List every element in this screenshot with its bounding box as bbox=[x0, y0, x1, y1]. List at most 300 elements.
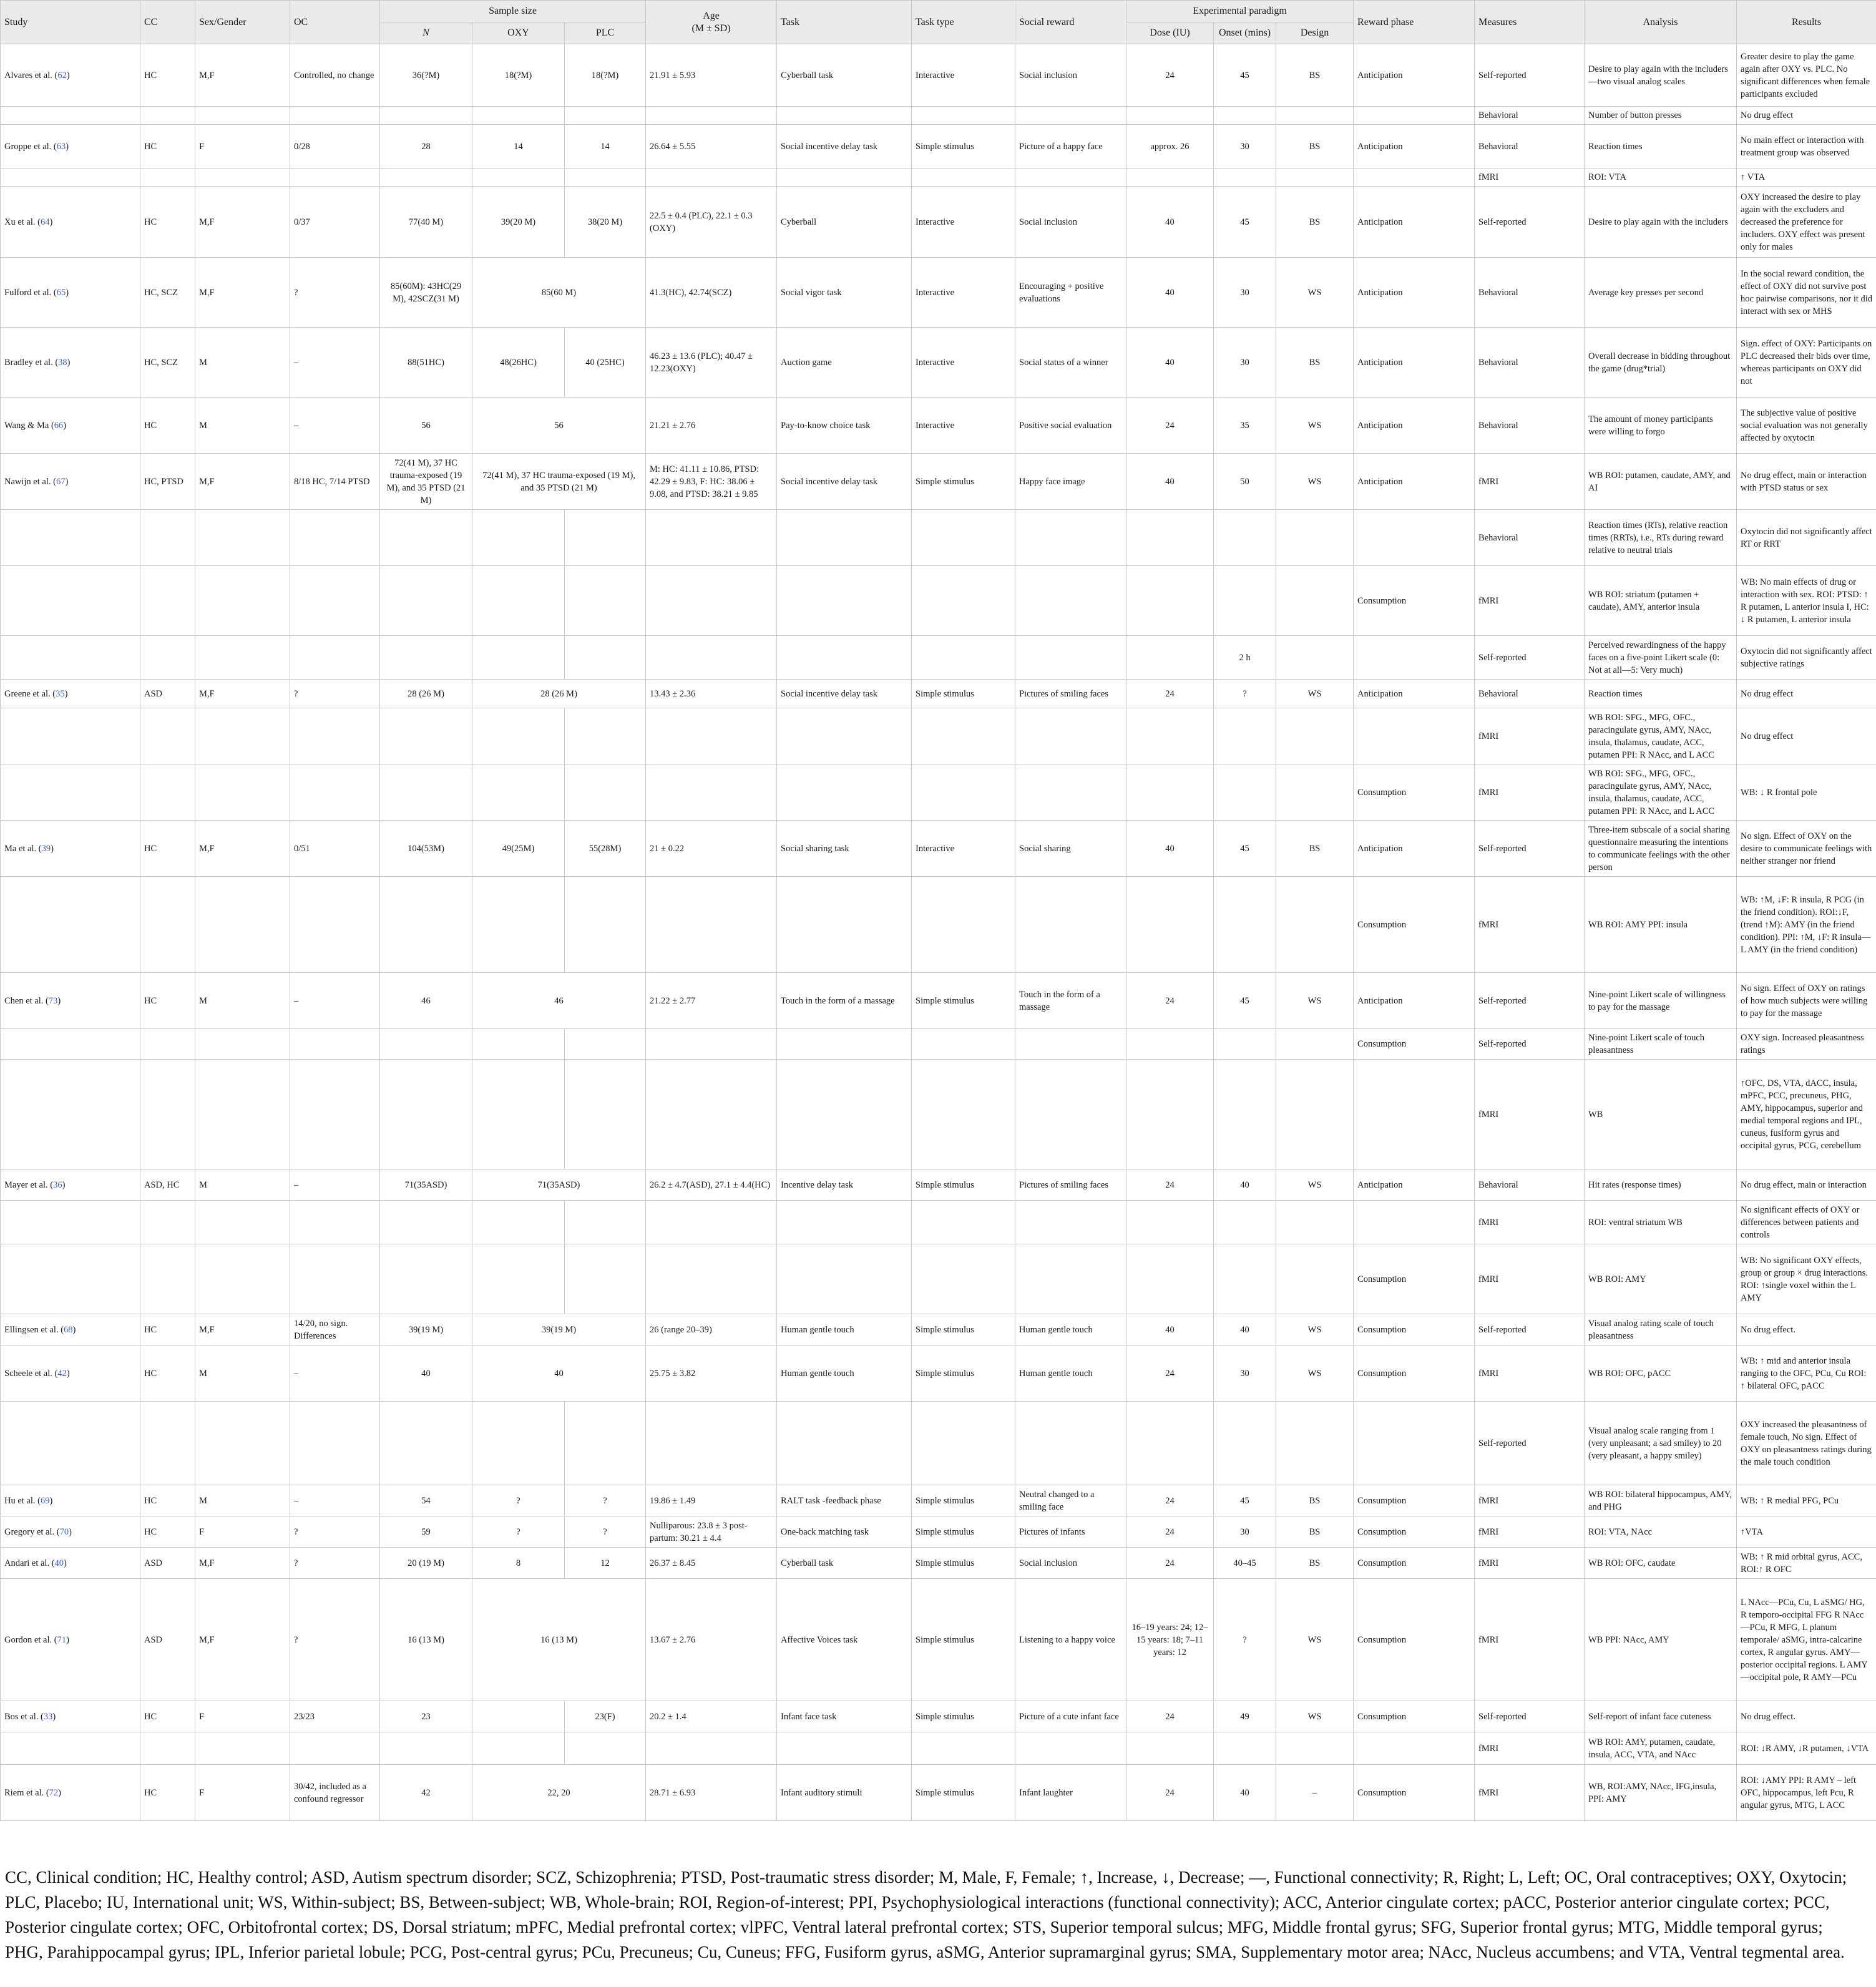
cell-oxy bbox=[472, 1732, 565, 1765]
cell-task bbox=[777, 107, 912, 125]
cell-onset bbox=[1214, 764, 1276, 821]
cell-plc bbox=[565, 510, 646, 566]
cell-n: 88(51HC) bbox=[380, 328, 472, 398]
table-row bbox=[1, 1201, 1876, 1244]
table-row bbox=[1, 168, 1876, 187]
cell-age: 26 (range 20–39) bbox=[646, 1314, 777, 1345]
cell-age: 28.71 ± 6.93 bbox=[646, 1765, 777, 1821]
cell-n: 54 bbox=[380, 1485, 472, 1516]
cell-cc: HC bbox=[140, 821, 195, 877]
cell-study bbox=[1, 1402, 140, 1485]
study-ref: 39 bbox=[41, 843, 51, 854]
cell-sex: M,F bbox=[195, 1579, 290, 1701]
cell-onset: 2 h bbox=[1214, 636, 1276, 680]
cell-oc: ? bbox=[290, 1516, 380, 1548]
cell-task-type: Simple stimulus bbox=[912, 1169, 1015, 1201]
cell-study bbox=[1, 821, 140, 877]
cell-study bbox=[1, 877, 140, 973]
cell-dose bbox=[1126, 107, 1214, 125]
study-ref-close: ) bbox=[67, 357, 71, 368]
header-dose: Dose (IU) bbox=[1126, 22, 1214, 44]
cell-n: 36(?M) bbox=[380, 44, 472, 107]
cell-dose: 40 bbox=[1126, 821, 1214, 877]
study-name: Gregory et al. ( bbox=[4, 1526, 60, 1537]
study-ref: 42 bbox=[57, 1368, 67, 1379]
study-ref-close: ) bbox=[66, 287, 69, 298]
cell-sex bbox=[195, 566, 290, 636]
cell-design bbox=[1276, 877, 1354, 973]
cell-cc: HC bbox=[140, 44, 195, 107]
cell-dose bbox=[1126, 877, 1214, 973]
cell-social-reward: Encouraging + positive evaluations bbox=[1015, 258, 1126, 328]
cell-reward-phase: Consumption bbox=[1354, 1516, 1475, 1548]
cell-onset: 45 bbox=[1214, 44, 1276, 107]
study-name: Gordon et al. ( bbox=[4, 1634, 57, 1645]
cell-results: WB: No significant OXY effects, group or group × drug interactions. ROI: ↑single voxel within the L AMY bbox=[1737, 1244, 1876, 1314]
cell-design bbox=[1276, 1732, 1354, 1765]
cell-reward-phase: Consumption bbox=[1354, 1579, 1475, 1701]
cell-task: Cyberball bbox=[777, 187, 912, 258]
cell-results: Oxytocin did not significantly affect RT or RRT bbox=[1737, 510, 1876, 566]
cell-sex: M,F bbox=[195, 680, 290, 708]
cell-results: The subjective value of positive social evaluation was not generally affected by oxytocin bbox=[1737, 398, 1876, 454]
cell-results: WB: ↑ R mid orbital gyrus, ACC, ROI:↑ R OFC bbox=[1737, 1548, 1876, 1579]
cell-n bbox=[380, 107, 472, 125]
cell-n bbox=[380, 510, 472, 566]
cell-task bbox=[777, 1732, 912, 1765]
cell-design bbox=[1276, 168, 1354, 187]
header-task-type: Task type bbox=[912, 1, 1015, 44]
cell-age bbox=[646, 636, 777, 680]
cell-onset: 35 bbox=[1214, 398, 1276, 454]
study-name: Wang & Ma ( bbox=[4, 420, 54, 431]
cell-reward-phase: Consumption bbox=[1354, 1029, 1475, 1060]
cell-oxy-plc: 85(60 M) bbox=[472, 258, 646, 328]
cell-oc: 8/18 HC, 7/14 PTSD bbox=[290, 454, 380, 510]
cell-study bbox=[1, 1060, 140, 1169]
cell-onset: 40 bbox=[1214, 1314, 1276, 1345]
cell-oxy bbox=[472, 1060, 565, 1169]
cell-dose: 24 bbox=[1126, 1548, 1214, 1579]
cell-design: BS bbox=[1276, 125, 1354, 168]
cell-design bbox=[1276, 1201, 1354, 1244]
cell-results: WB: ↓ R frontal pole bbox=[1737, 764, 1876, 821]
table-row bbox=[1, 1029, 1876, 1060]
cell-study bbox=[1, 1345, 140, 1402]
cell-oc bbox=[290, 636, 380, 680]
cell-age: 21.21 ± 2.76 bbox=[646, 398, 777, 454]
table-row bbox=[1, 708, 1876, 764]
study-name: Bos et al. ( bbox=[4, 1711, 44, 1722]
cell-reward-phase bbox=[1354, 636, 1475, 680]
cell-task-type: Simple stimulus bbox=[912, 1701, 1015, 1732]
header-reward-phase: Reward phase bbox=[1354, 1, 1475, 44]
cell-study bbox=[1, 187, 140, 258]
table-row bbox=[1, 1485, 1876, 1516]
cell-study bbox=[1, 1765, 140, 1821]
cell-measures: fMRI bbox=[1475, 1516, 1585, 1548]
cell-study bbox=[1, 1579, 140, 1701]
cell-oc bbox=[290, 1029, 380, 1060]
table-header bbox=[1, 1, 1876, 44]
table-row bbox=[1, 877, 1876, 973]
cell-analysis: Three-item subscale of a social sharing questionnaire measuring the intentions to communicate feelings with the other person bbox=[1585, 821, 1737, 877]
cell-onset: 40–45 bbox=[1214, 1548, 1276, 1579]
cell-results: ↑ VTA bbox=[1737, 168, 1876, 187]
cell-analysis: Desire to play again with the includers bbox=[1585, 187, 1737, 258]
cell-measures: Self-reported bbox=[1475, 821, 1585, 877]
table-row bbox=[1, 764, 1876, 821]
cell-analysis: WB ROI: striatum (putamen + caudate), AMY, anterior insula bbox=[1585, 566, 1737, 636]
cell-dose: 24 bbox=[1126, 1516, 1214, 1548]
study-ref-close: ) bbox=[62, 1179, 66, 1190]
cell-study bbox=[1, 636, 140, 680]
cell-task: Infant face task bbox=[777, 1701, 912, 1732]
cell-measures: fMRI bbox=[1475, 1548, 1585, 1579]
study-ref: 72 bbox=[49, 1787, 59, 1798]
cell-sex: M,F bbox=[195, 187, 290, 258]
table-row bbox=[1, 821, 1876, 877]
cell-n bbox=[380, 764, 472, 821]
cell-plc bbox=[565, 877, 646, 973]
cell-results: L NAcc—PCu, Cu, L aSMG/ HG, R temporo-occipital FFG R NAcc—PCu, R MFG, L planum temporale/ aSMG, intra-calcarine cortex, R angular gyrus. AMY—posterior occipital regions. L AMY—occipital pole, R AMY—PCu bbox=[1737, 1579, 1876, 1701]
study-name: Nawijn et al. ( bbox=[4, 476, 56, 487]
cell-results: ↑OFC, DS, VTA, dACC, insula, mPFC, PCC, precuneus, PHG, AMY, hippocampus, superior and medial temporal regions and IPL, cuneus, fusiform gyrus and occipital gyrus, PCG, cerebellum bbox=[1737, 1060, 1876, 1169]
cell-task: Pay-to-know choice task bbox=[777, 398, 912, 454]
cell-study bbox=[1, 1314, 140, 1345]
study-ref: 35 bbox=[56, 688, 65, 699]
cell-design: WS bbox=[1276, 258, 1354, 328]
cell-oxy bbox=[472, 877, 565, 973]
cell-task bbox=[777, 510, 912, 566]
cell-n: 20 (19 M) bbox=[380, 1548, 472, 1579]
cell-oc: ? bbox=[290, 258, 380, 328]
cell-oc: – bbox=[290, 1345, 380, 1402]
cell-social-reward: Touch in the form of a massage bbox=[1015, 973, 1126, 1029]
cell-design: WS bbox=[1276, 1701, 1354, 1732]
cell-reward-phase: Anticipation bbox=[1354, 1169, 1475, 1201]
cell-oxy bbox=[472, 1701, 565, 1732]
cell-results: WB: ↑M, ↓F: R insula, R PCG (in the friend condition). ROI:↓F, (trend ↑M): AMY (in the friend condition). PPI: ↑M, ↓F: R insula— L AMY (in the friend condition) bbox=[1737, 877, 1876, 973]
cell-cc bbox=[140, 107, 195, 125]
cell-age bbox=[646, 1732, 777, 1765]
cell-oxy: 39(20 M) bbox=[472, 187, 565, 258]
cell-oc: Controlled, no change bbox=[290, 44, 380, 107]
cell-reward-phase: Anticipation bbox=[1354, 258, 1475, 328]
cell-onset: 40 bbox=[1214, 1765, 1276, 1821]
cell-reward-phase bbox=[1354, 107, 1475, 125]
cell-oxy: 14 bbox=[472, 125, 565, 168]
cell-oxy bbox=[472, 636, 565, 680]
cell-study bbox=[1, 107, 140, 125]
cell-analysis: WB PPI: NAcc, AMY bbox=[1585, 1579, 1737, 1701]
study-ref: 65 bbox=[56, 287, 66, 298]
cell-reward-phase: Consumption bbox=[1354, 1765, 1475, 1821]
cell-onset: 45 bbox=[1214, 821, 1276, 877]
cell-measures: Self-reported bbox=[1475, 44, 1585, 107]
cell-design bbox=[1276, 764, 1354, 821]
cell-dose: 40 bbox=[1126, 1314, 1214, 1345]
cell-task: Auction game bbox=[777, 328, 912, 398]
cell-task bbox=[777, 1060, 912, 1169]
cell-analysis: WB ROI: putamen, caudate, AMY, and AI bbox=[1585, 454, 1737, 510]
cell-cc: HC bbox=[140, 125, 195, 168]
cell-oc: ? bbox=[290, 680, 380, 708]
cell-study bbox=[1, 1244, 140, 1314]
study-ref: 73 bbox=[48, 995, 58, 1006]
cell-measures: Behavioral bbox=[1475, 125, 1585, 168]
cell-dose: 40 bbox=[1126, 187, 1214, 258]
cell-results: OXY increased the desire to play again with the excluders and decreased the preference for includers. OXY effect was present only for males bbox=[1737, 187, 1876, 258]
cell-task-type bbox=[912, 1029, 1015, 1060]
cell-cc bbox=[140, 1060, 195, 1169]
cell-oc bbox=[290, 1060, 380, 1169]
cell-task-type: Simple stimulus bbox=[912, 1579, 1015, 1701]
cell-measures: Behavioral bbox=[1475, 1169, 1585, 1201]
cell-measures: fMRI bbox=[1475, 1244, 1585, 1314]
cell-results: No significant effects of OXY or differences between patients and controls bbox=[1737, 1201, 1876, 1244]
cell-measures: Behavioral bbox=[1475, 398, 1585, 454]
cell-reward-phase: Consumption bbox=[1354, 877, 1475, 973]
study-name: Andari et al. ( bbox=[4, 1558, 55, 1568]
cell-analysis: Overall decrease in bidding throughout the game (drug*trial) bbox=[1585, 328, 1737, 398]
cell-age: Nulliparous: 23.8 ± 3 post-partum: 30.21 ± 4.4 bbox=[646, 1516, 777, 1548]
cell-reward-phase: Anticipation bbox=[1354, 454, 1475, 510]
cell-age: 22.5 ± 0.4 (PLC), 22.1 ± 0.3 (OXY) bbox=[646, 187, 777, 258]
cell-cc bbox=[140, 168, 195, 187]
cell-n: 23 bbox=[380, 1701, 472, 1732]
cell-social-reward bbox=[1015, 1029, 1126, 1060]
cell-analysis: ROI: VTA bbox=[1585, 168, 1737, 187]
study-ref: 67 bbox=[56, 476, 66, 487]
cell-task: Touch in the form of a massage bbox=[777, 973, 912, 1029]
header-n: N bbox=[380, 22, 472, 44]
cell-task-type bbox=[912, 636, 1015, 680]
cell-sex bbox=[195, 877, 290, 973]
header-age-label: Age bbox=[703, 10, 720, 21]
cell-design: WS bbox=[1276, 1579, 1354, 1701]
cell-oc: – bbox=[290, 328, 380, 398]
cell-design bbox=[1276, 510, 1354, 566]
header-task: Task bbox=[777, 1, 912, 44]
header-age-sub: (M ± SD) bbox=[691, 22, 731, 34]
cell-social-reward: Pictures of infants bbox=[1015, 1516, 1126, 1548]
cell-task-type bbox=[912, 877, 1015, 973]
cell-oxy: 49(25M) bbox=[472, 821, 565, 877]
cell-measures: Behavioral bbox=[1475, 107, 1585, 125]
cell-sex: M,F bbox=[195, 821, 290, 877]
cell-measures: Behavioral bbox=[1475, 258, 1585, 328]
cell-cc: HC bbox=[140, 1765, 195, 1821]
cell-results: Greater desire to play the game again after OXY vs. PLC. No significant differences when female participants excluded bbox=[1737, 44, 1876, 107]
cell-measures: fMRI bbox=[1475, 1201, 1585, 1244]
cell-results: No drug effect. bbox=[1737, 1701, 1876, 1732]
cell-measures: fMRI bbox=[1475, 877, 1585, 973]
cell-measures: fMRI bbox=[1475, 454, 1585, 510]
cell-n: 28 (26 M) bbox=[380, 680, 472, 708]
cell-task: RALT task -feedback phase bbox=[777, 1485, 912, 1516]
study-ref: 71 bbox=[57, 1634, 67, 1645]
cell-task: Infant auditory stimuli bbox=[777, 1765, 912, 1821]
study-name: Fulford et al. ( bbox=[4, 287, 57, 298]
cell-task-type: Simple stimulus bbox=[912, 973, 1015, 1029]
cell-social-reward: Neutral changed to a smiling face bbox=[1015, 1485, 1126, 1516]
cell-n bbox=[380, 168, 472, 187]
cell-age bbox=[646, 566, 777, 636]
cell-onset bbox=[1214, 107, 1276, 125]
cell-design: BS bbox=[1276, 44, 1354, 107]
cell-onset: ? bbox=[1214, 680, 1276, 708]
cell-task bbox=[777, 1402, 912, 1485]
cell-sex: F bbox=[195, 1516, 290, 1548]
study-ref: 40 bbox=[54, 1558, 64, 1568]
study-ref-close: ) bbox=[58, 1787, 62, 1798]
cell-onset: 30 bbox=[1214, 125, 1276, 168]
study-ref: 64 bbox=[40, 217, 50, 227]
cell-social-reward: Pictures of smiling faces bbox=[1015, 680, 1126, 708]
cell-onset: 50 bbox=[1214, 454, 1276, 510]
cell-n: 46 bbox=[380, 973, 472, 1029]
table-row bbox=[1, 1579, 1876, 1701]
cell-social-reward bbox=[1015, 1402, 1126, 1485]
cell-task-type: Interactive bbox=[912, 821, 1015, 877]
cell-oc: – bbox=[290, 1485, 380, 1516]
cell-results: ↑VTA bbox=[1737, 1516, 1876, 1548]
cell-age bbox=[646, 764, 777, 821]
cell-reward-phase: Anticipation bbox=[1354, 821, 1475, 877]
cell-measures: Self-reported bbox=[1475, 973, 1585, 1029]
cell-onset: 49 bbox=[1214, 1701, 1276, 1732]
cell-social-reward bbox=[1015, 1244, 1126, 1314]
cell-dose: 24 bbox=[1126, 1485, 1214, 1516]
cell-social-reward bbox=[1015, 764, 1126, 821]
cell-oc: ? bbox=[290, 1548, 380, 1579]
cell-plc: ? bbox=[565, 1516, 646, 1548]
cell-plc: 23(F) bbox=[565, 1701, 646, 1732]
study-ref: 66 bbox=[54, 420, 64, 431]
cell-onset: 45 bbox=[1214, 973, 1276, 1029]
cell-age: 21.22 ± 2.77 bbox=[646, 973, 777, 1029]
cell-onset bbox=[1214, 1402, 1276, 1485]
cell-results: ROI: ↓R AMY, ↓R putamen, ↓VTA bbox=[1737, 1732, 1876, 1765]
study-ref-close: ) bbox=[49, 217, 53, 227]
cell-task-type bbox=[912, 566, 1015, 636]
header-sex: Sex/Gender bbox=[195, 1, 290, 44]
cell-onset bbox=[1214, 1029, 1276, 1060]
cell-measures: fMRI bbox=[1475, 168, 1585, 187]
cell-age: 26.37 ± 8.45 bbox=[646, 1548, 777, 1579]
cell-task bbox=[777, 636, 912, 680]
cell-oxy-plc: 22, 20 bbox=[472, 1765, 646, 1821]
cell-study bbox=[1, 1701, 140, 1732]
cell-oc bbox=[290, 168, 380, 187]
cell-design: BS bbox=[1276, 187, 1354, 258]
cell-cc: HC bbox=[140, 1314, 195, 1345]
cell-social-reward: Listening to a happy voice bbox=[1015, 1579, 1126, 1701]
cell-dose: 24 bbox=[1126, 1701, 1214, 1732]
cell-oxy-plc: 16 (13 M) bbox=[472, 1579, 646, 1701]
cell-task bbox=[777, 708, 912, 764]
cell-reward-phase bbox=[1354, 1732, 1475, 1765]
cell-analysis: The amount of money participants were willing to forgo bbox=[1585, 398, 1737, 454]
cell-plc: 40 (25HC) bbox=[565, 328, 646, 398]
cell-age: 21 ± 0.22 bbox=[646, 821, 777, 877]
cell-task-type: Simple stimulus bbox=[912, 1765, 1015, 1821]
cell-n: 28 bbox=[380, 125, 472, 168]
cell-oc: 30/42, included as a confound regressor bbox=[290, 1765, 380, 1821]
cell-task-type: Interactive bbox=[912, 398, 1015, 454]
cell-task bbox=[777, 566, 912, 636]
cell-cc: HC bbox=[140, 398, 195, 454]
table-row bbox=[1, 258, 1876, 328]
cell-analysis: WB, ROI:AMY, NAcc, IFG,insula, PPI: AMY bbox=[1585, 1765, 1737, 1821]
cell-social-reward: Human gentle touch bbox=[1015, 1314, 1126, 1345]
cell-age bbox=[646, 1029, 777, 1060]
study-name: Scheele et al. ( bbox=[4, 1368, 58, 1379]
cell-oc bbox=[290, 510, 380, 566]
cell-results: OXY increased the pleasantness of female touch, No sign. Effect of OXY on pleasantness ratings during the male touch condition bbox=[1737, 1402, 1876, 1485]
cell-oxy bbox=[472, 708, 565, 764]
study-name: Ellingsen et al. ( bbox=[4, 1324, 64, 1335]
cell-oxy: 18(?M) bbox=[472, 44, 565, 107]
header-analysis: Analysis bbox=[1585, 1, 1737, 44]
table-row bbox=[1, 510, 1876, 566]
cell-study bbox=[1, 258, 140, 328]
cell-social-reward bbox=[1015, 1060, 1126, 1169]
header-age bbox=[646, 1, 777, 44]
cell-oc: – bbox=[290, 1169, 380, 1201]
header-oc: OC bbox=[290, 1, 380, 44]
cell-sex bbox=[195, 107, 290, 125]
cell-task-type: Simple stimulus bbox=[912, 680, 1015, 708]
cell-design bbox=[1276, 708, 1354, 764]
cell-design: BS bbox=[1276, 821, 1354, 877]
cell-analysis: WB ROI: bilateral hippocampus, AMY, and PHG bbox=[1585, 1485, 1737, 1516]
cell-dose bbox=[1126, 566, 1214, 636]
cell-task: Incentive delay task bbox=[777, 1169, 912, 1201]
header-oxy: OXY bbox=[472, 22, 565, 44]
cell-reward-phase: Consumption bbox=[1354, 1701, 1475, 1732]
cell-analysis: Self-report of infant face cuteness bbox=[1585, 1701, 1737, 1732]
cell-oxy-plc: 72(41 M), 37 HC trauma-exposed (19 M), and 35 PTSD (21 M) bbox=[472, 454, 646, 510]
cell-oxy bbox=[472, 107, 565, 125]
cell-results: No sign. Effect of OXY on the desire to communicate feelings with neither stranger nor friend bbox=[1737, 821, 1876, 877]
cell-social-reward bbox=[1015, 566, 1126, 636]
cell-sex bbox=[195, 636, 290, 680]
cell-study bbox=[1, 1201, 140, 1244]
cell-n: 85(60M): 43HC(29 M), 42SCZ(31 M) bbox=[380, 258, 472, 328]
cell-measures: Behavioral bbox=[1475, 510, 1585, 566]
cell-task-type bbox=[912, 168, 1015, 187]
cell-onset: 30 bbox=[1214, 328, 1276, 398]
cell-onset: 40 bbox=[1214, 1169, 1276, 1201]
cell-analysis: Hit rates (response times) bbox=[1585, 1169, 1737, 1201]
cell-measures: fMRI bbox=[1475, 1732, 1585, 1765]
cell-analysis: WB bbox=[1585, 1060, 1737, 1169]
cell-task: Social incentive delay task bbox=[777, 454, 912, 510]
study-ref-close: ) bbox=[63, 420, 67, 431]
cell-design: BS bbox=[1276, 1485, 1354, 1516]
cell-study bbox=[1, 973, 140, 1029]
cell-dose: 40 bbox=[1126, 258, 1214, 328]
cell-social-reward: Picture of a happy face bbox=[1015, 125, 1126, 168]
header-onset: Onset (mins) bbox=[1214, 22, 1276, 44]
cell-dose bbox=[1126, 168, 1214, 187]
study-ref: 36 bbox=[53, 1179, 62, 1190]
cell-task-type: Simple stimulus bbox=[912, 1345, 1015, 1402]
study-ref-close: ) bbox=[66, 141, 69, 152]
cell-reward-phase bbox=[1354, 510, 1475, 566]
